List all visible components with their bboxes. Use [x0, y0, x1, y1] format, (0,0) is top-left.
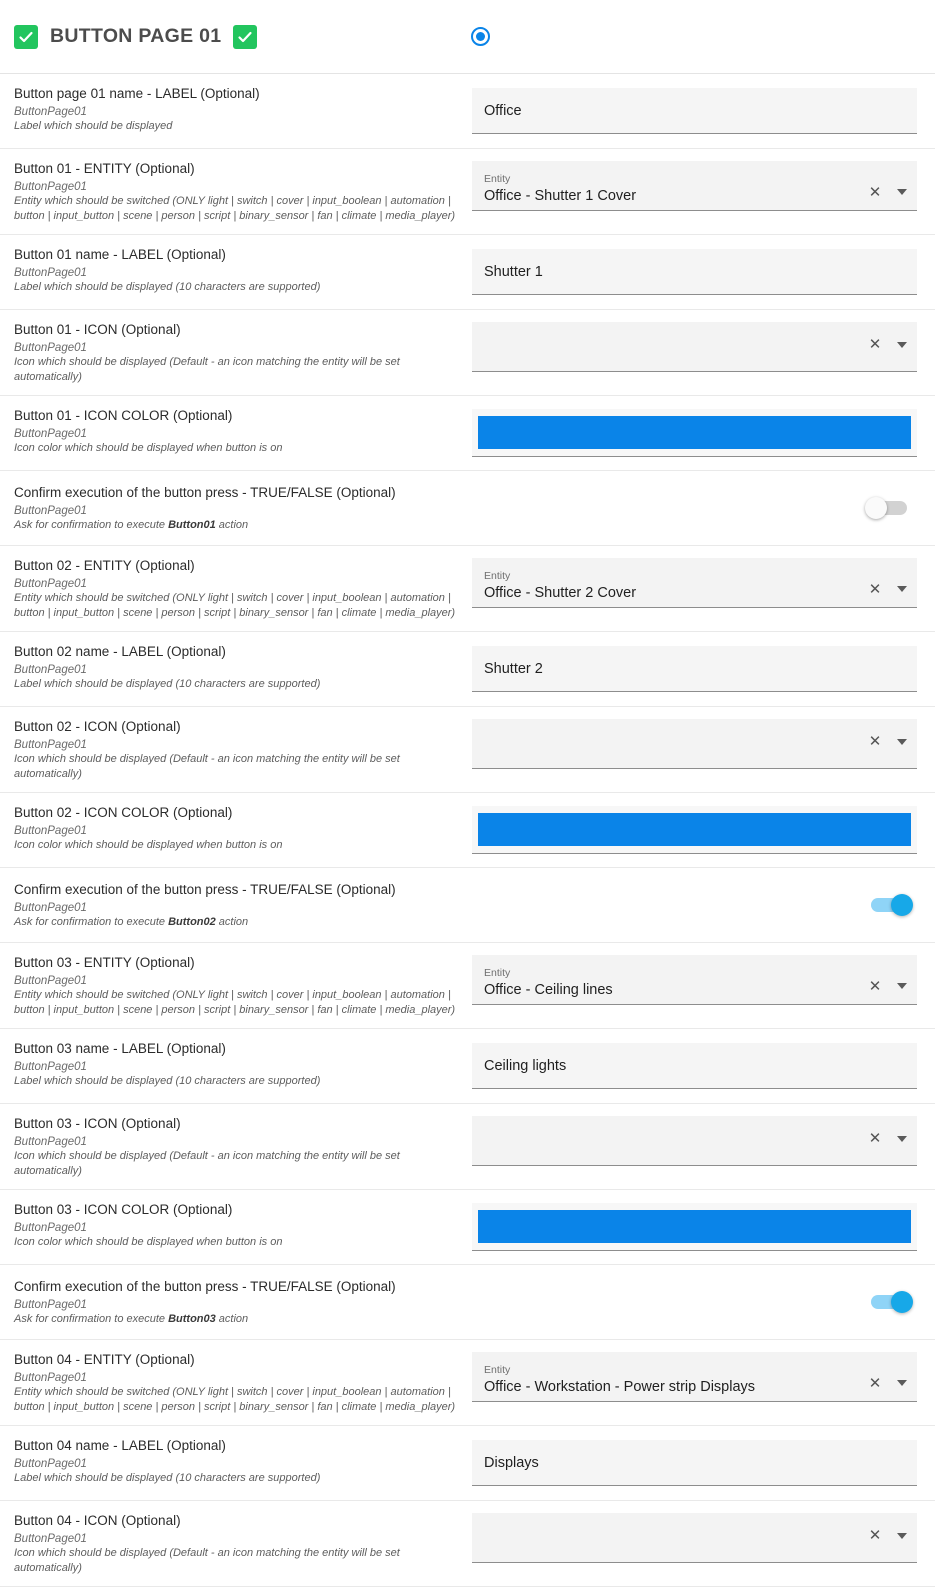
icon-picker[interactable] [472, 322, 917, 372]
field-title: Button 04 - ENTITY (Optional) [14, 1352, 195, 1367]
settings-row-label [0, 954, 470, 1017]
picker-actions [866, 977, 911, 999]
settings-row-label [0, 482, 470, 533]
field-title: Button 02 - ICON COLOR (Optional) [14, 805, 233, 820]
radio-selected-icon[interactable] [471, 27, 490, 46]
settings-row-control [470, 160, 935, 212]
settings-row [0, 1104, 935, 1190]
color-input[interactable] [472, 409, 917, 457]
field-description: Ask for confirmation to execute Button01 action [14, 519, 249, 531]
field-description: Icon which should be displayed (Default - an icon matching the entity will be set [14, 753, 400, 765]
settings-row-control [470, 1437, 935, 1489]
settings-row-label [0, 1276, 470, 1327]
settings-row [0, 149, 935, 235]
settings-row-label [0, 160, 470, 223]
blueprint-input-ref: ButtonPage01 [14, 342, 87, 354]
field-title: Button 01 - ENTITY (Optional) [14, 161, 195, 176]
blueprint-input-ref: ButtonPage01 [14, 181, 87, 193]
field-description: Ask for confirmation to execute Button02 action [14, 916, 249, 928]
chevron-down-icon[interactable] [893, 580, 911, 598]
settings-row [0, 471, 935, 546]
close-icon[interactable]: ✕ [868, 183, 882, 201]
field-description: automatically) [14, 1561, 82, 1574]
chevron-down-icon[interactable] [893, 183, 911, 201]
color-swatch[interactable] [478, 1210, 911, 1243]
settings-row-label [0, 321, 470, 384]
field-description: button | input_button | scene | person | script | binary_sensor | fan | climate | media_player) [14, 1003, 456, 1016]
field-description: Icon color which should be displayed when button is on [14, 839, 283, 851]
settings-row [0, 1029, 935, 1104]
picker-float-label: Entity [484, 967, 511, 979]
settings-row [0, 1265, 935, 1340]
picker-actions [866, 1527, 911, 1549]
picker-float-label: Entity [484, 570, 511, 582]
field-description: Entity which should be switched (ONLY light | switch | cover | input_boolean | automation | [14, 1386, 451, 1398]
settings-row-control [470, 1276, 935, 1328]
settings-row-label [0, 643, 470, 692]
settings-row-label [0, 407, 470, 456]
blueprint-input-ref: ButtonPage01 [14, 428, 87, 440]
field-title: Confirm execution of the button press - TRUE/FALSE (Optional) [14, 485, 396, 500]
blueprint-input-ref: ButtonPage01 [14, 578, 87, 590]
entity-picker[interactable] [472, 955, 917, 1005]
blueprint-input-ref: ButtonPage01 [14, 1533, 87, 1545]
field-description: Ask for confirmation to execute Button03 action [14, 1313, 249, 1325]
blueprint-input-ref: ButtonPage01 [14, 739, 87, 751]
field-description: Label which should be displayed (10 characters are supported) [14, 678, 321, 690]
chevron-down-icon[interactable] [893, 336, 911, 354]
blueprint-input-ref: ButtonPage01 [14, 1136, 87, 1148]
blueprint-input-ref: ButtonPage01 [14, 825, 87, 837]
field-title: Button 03 - ICON COLOR (Optional) [14, 1202, 233, 1217]
settings-list [0, 74, 935, 1587]
picker-actions [866, 733, 911, 755]
field-description: Icon color which should be displayed when button is on [14, 442, 283, 454]
confirm-toggle[interactable] [865, 497, 913, 519]
picker-float-label: Entity [484, 173, 511, 185]
field-title: Button page 01 name - LABEL (Optional) [14, 86, 260, 101]
text-input[interactable]: Displays [472, 1440, 917, 1486]
toggle-knob[interactable] [865, 497, 887, 519]
chevron-down-icon[interactable] [893, 1130, 911, 1148]
blueprint-input-ref: ButtonPage01 [14, 106, 87, 118]
settings-row-label [0, 1115, 470, 1178]
picker-value-area [484, 173, 860, 205]
field-title: Confirm execution of the button press - TRUE/FALSE (Optional) [14, 882, 396, 897]
settings-row [0, 1501, 935, 1587]
field-title: Button 01 - ICON COLOR (Optional) [14, 408, 233, 423]
field-title: Button 03 - ENTITY (Optional) [14, 955, 195, 970]
blueprint-input-ref: ButtonPage01 [14, 1372, 87, 1384]
blueprint-input-ref: ButtonPage01 [14, 1299, 87, 1311]
picker-actions [866, 1130, 911, 1152]
settings-row [0, 310, 935, 396]
field-description: Label which should be displayed [14, 120, 173, 132]
picker-actions [866, 336, 911, 358]
settings-row [0, 74, 935, 149]
settings-row-control [470, 879, 935, 931]
settings-row [0, 943, 935, 1029]
field-title: Button 01 - ICON (Optional) [14, 322, 181, 337]
blueprint-input-ref: ButtonPage01 [14, 902, 87, 914]
settings-row-control [470, 954, 935, 1006]
field-title: Button 02 - ICON (Optional) [14, 719, 181, 734]
settings-row [0, 793, 935, 868]
field-description: button | input_button | scene | person | script | binary_sensor | fan | climate | media_player) [14, 209, 456, 222]
picker-float-label: Entity [484, 1364, 511, 1376]
picker-actions [866, 183, 911, 205]
settings-row [0, 707, 935, 793]
settings-row-label [0, 1201, 470, 1250]
icon-picker[interactable] [472, 1513, 917, 1563]
check-icon-secondary [233, 25, 257, 49]
blueprint-input-ref: ButtonPage01 [14, 505, 87, 517]
picker-value: Office - Shutter 1 Cover [484, 188, 637, 204]
confirm-toggle[interactable] [865, 894, 913, 916]
field-description: Entity which should be switched (ONLY light | switch | cover | input_boolean | automation | [14, 592, 451, 604]
field-description: Label which should be displayed (10 characters are supported) [14, 1472, 321, 1484]
blueprint-input-ref: ButtonPage01 [14, 1061, 87, 1073]
settings-row-control [470, 1512, 935, 1564]
settings-row [0, 868, 935, 943]
icon-picker[interactable] [472, 719, 917, 769]
settings-row-control [470, 1040, 935, 1092]
close-icon[interactable]: ✕ [868, 580, 882, 598]
picker-value: Office - Ceiling lines [484, 982, 613, 998]
field-description: Icon color which should be displayed when button is on [14, 1236, 283, 1248]
picker-value-area [484, 1364, 860, 1396]
entity-picker[interactable] [472, 1352, 917, 1402]
settings-row-control [470, 718, 935, 770]
field-title: Button 02 - ENTITY (Optional) [14, 558, 195, 573]
field-description: automatically) [14, 370, 82, 383]
field-title: Button 04 - ICON (Optional) [14, 1513, 181, 1528]
settings-row-control [470, 85, 935, 137]
close-icon[interactable]: ✕ [868, 733, 882, 750]
settings-row-label [0, 1351, 470, 1414]
field-description: Icon which should be displayed (Default - an icon matching the entity will be set [14, 356, 400, 368]
blueprint-input-ref: ButtonPage01 [14, 1222, 87, 1234]
text-input[interactable]: Office [472, 88, 917, 134]
field-description: Entity which should be switched (ONLY light | switch | cover | input_boolean | automation | [14, 989, 451, 1001]
field-title: Button 04 name - LABEL (Optional) [14, 1438, 226, 1453]
settings-row-control [470, 557, 935, 609]
text-input[interactable]: Shutter 1 [472, 249, 917, 295]
toggle-knob[interactable] [891, 1291, 913, 1313]
settings-row-control [470, 804, 935, 856]
settings-row-control [470, 1115, 935, 1167]
toggle-knob[interactable] [891, 894, 913, 916]
settings-row-label [0, 1437, 470, 1486]
field-description: Icon which should be displayed (Default - an icon matching the entity will be set [14, 1547, 400, 1559]
field-title: Button 03 - ICON (Optional) [14, 1116, 181, 1131]
settings-row-label [0, 557, 470, 620]
blueprint-input-ref: ButtonPage01 [14, 975, 87, 987]
icon-picker[interactable] [472, 1116, 917, 1166]
settings-row-label [0, 85, 470, 134]
color-input[interactable] [472, 806, 917, 854]
settings-row [0, 235, 935, 310]
entity-picker[interactable] [472, 558, 917, 608]
picker-value: Office - Workstation - Power strip Displays [484, 1379, 756, 1395]
settings-row-control [470, 321, 935, 373]
settings-row [0, 632, 935, 707]
field-title: Button 01 name - LABEL (Optional) [14, 247, 226, 262]
settings-row-control [470, 1201, 935, 1253]
close-icon[interactable]: ✕ [868, 336, 882, 353]
settings-row [0, 1340, 935, 1426]
close-icon[interactable]: ✕ [868, 1527, 882, 1544]
field-description: Label which should be displayed (10 characters are supported) [14, 281, 321, 293]
settings-row [0, 396, 935, 471]
close-icon[interactable]: ✕ [868, 1130, 882, 1147]
color-input[interactable] [472, 1203, 917, 1251]
field-description: Entity which should be switched (ONLY light | switch | cover | input_boolean | automation | [14, 195, 451, 207]
field-description: Icon which should be displayed (Default - an icon matching the entity will be set [14, 1150, 400, 1162]
entity-picker[interactable] [472, 161, 917, 211]
settings-row-control [470, 482, 935, 534]
picker-value-area [484, 967, 860, 999]
chevron-down-icon[interactable] [893, 1374, 911, 1392]
picker-value: Office - Shutter 2 Cover [484, 585, 637, 601]
settings-row-label [0, 718, 470, 781]
settings-row-label [0, 1512, 470, 1575]
page-header [0, 0, 935, 74]
settings-row-label [0, 804, 470, 853]
field-title: Button 02 name - LABEL (Optional) [14, 644, 226, 659]
settings-row-control [470, 643, 935, 695]
chevron-down-icon[interactable] [893, 977, 911, 995]
text-input[interactable]: Shutter 2 [472, 646, 917, 692]
color-swatch[interactable] [478, 416, 911, 449]
settings-row [0, 1190, 935, 1265]
field-description: Label which should be displayed (10 characters are supported) [14, 1075, 321, 1087]
color-swatch[interactable] [478, 813, 911, 846]
picker-value-area [484, 570, 860, 602]
field-description: button | input_button | scene | person | script | binary_sensor | fan | climate | media_player) [14, 1400, 456, 1413]
settings-row-control [470, 1351, 935, 1403]
page-title: BUTTON PAGE 01 [50, 25, 222, 47]
field-title: Confirm execution of the button press - TRUE/FALSE (Optional) [14, 1279, 396, 1294]
text-input[interactable]: Ceiling lights [472, 1043, 917, 1089]
settings-row-control [470, 407, 935, 459]
settings-row [0, 1426, 935, 1501]
chevron-down-icon[interactable] [893, 733, 911, 751]
blueprint-input-ref: ButtonPage01 [14, 1458, 87, 1470]
settings-row-label [0, 246, 470, 295]
field-description: button | input_button | scene | person | script | binary_sensor | fan | climate | media_player) [14, 606, 456, 619]
field-title: Button 03 name - LABEL (Optional) [14, 1041, 226, 1056]
field-description: automatically) [14, 767, 82, 780]
blueprint-input-ref: ButtonPage01 [14, 664, 87, 676]
blueprint-input-ref: ButtonPage01 [14, 267, 87, 279]
field-description: automatically) [14, 1164, 82, 1177]
picker-actions [866, 1374, 911, 1396]
settings-row-control [470, 246, 935, 298]
settings-row [0, 546, 935, 632]
close-icon[interactable]: ✕ [868, 977, 882, 995]
close-icon[interactable]: ✕ [868, 1374, 882, 1392]
picker-actions [866, 580, 911, 602]
chevron-down-icon[interactable] [893, 1527, 911, 1545]
check-icon [14, 25, 38, 49]
confirm-toggle[interactable] [865, 1291, 913, 1313]
settings-row-label [0, 879, 470, 930]
settings-row-label [0, 1040, 470, 1089]
